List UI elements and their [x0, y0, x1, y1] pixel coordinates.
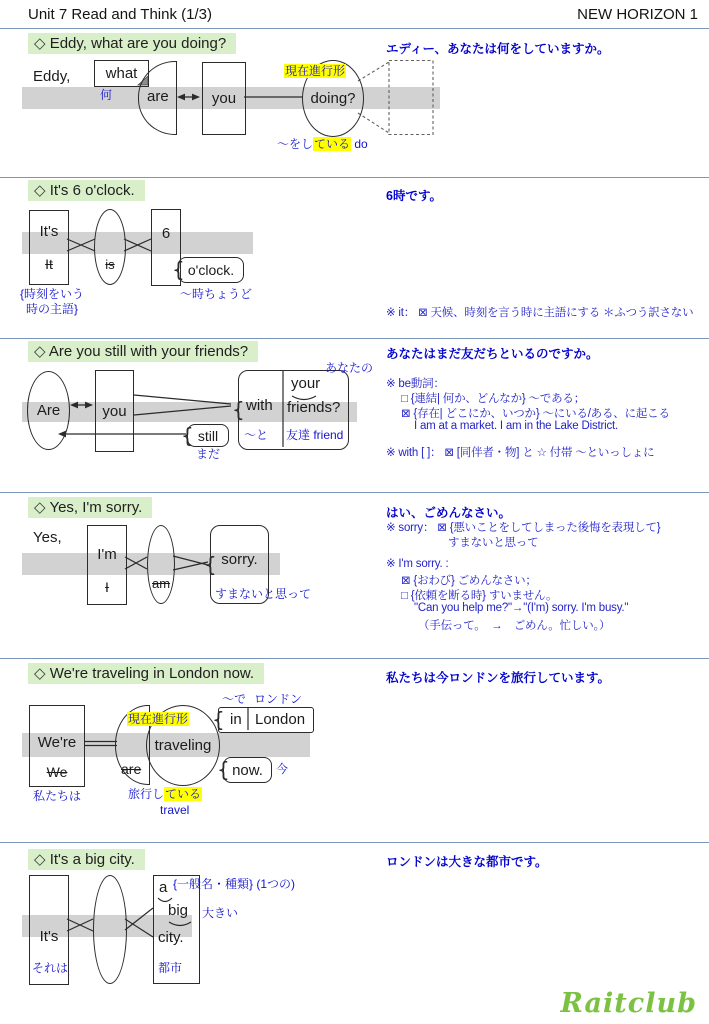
word-now: { now. [232, 761, 263, 779]
subject-box [29, 875, 69, 985]
sorry-bubble [210, 525, 312, 604]
word-i-strike: I [105, 579, 109, 595]
in-london-bubble [218, 707, 314, 733]
word-im: I'm [97, 546, 117, 563]
gloss-what: 何 [100, 88, 113, 102]
word-big: big [168, 902, 189, 919]
gloss-city: 都市 [158, 961, 183, 975]
word-yes: Yes, [33, 529, 62, 546]
grammar-note: ※ it： ⊠ 天候、時刻を言う時に主語にする ＊ふつう訳さない [386, 307, 694, 319]
progressive-label: 現在進行形 [285, 64, 346, 78]
gloss-subject-2: 時の主語} [26, 302, 79, 316]
gloss-subject-1: {時刻をいう [20, 287, 85, 301]
grammar-note: すまないと思って [448, 537, 539, 549]
subject-box [95, 370, 134, 452]
progressive-label: 現在進行形 [128, 712, 189, 726]
word-still: { still [197, 427, 219, 444]
separator-line [0, 842, 709, 843]
grammar-note: ※ with [ ]： ⊠ [同伴者・物] と ☆ 付帯 〜といっしょに [386, 447, 655, 459]
word-are: are [147, 88, 169, 105]
textbook-title: NEW HORIZON 1 [577, 6, 698, 23]
gloss-doing-base: do [351, 137, 368, 151]
sentence-title: ◇ We're traveling in London now. [28, 663, 264, 684]
word-its: It's [39, 928, 59, 945]
translation: エディー、あなたは何をしていますか。 [386, 42, 610, 56]
watermark-logo: Raitclub [560, 988, 697, 1019]
verb-ellipse [147, 525, 175, 604]
separator-line [0, 492, 709, 493]
word-a: a [159, 879, 168, 896]
sentence-title: ◇ Are you still with your friends? [28, 341, 258, 362]
grammar-note: ⊠ {存在| どこにか、いつか} 〜にいる/ある、に起こる [401, 408, 670, 420]
gloss-travel-base: travel [160, 803, 190, 817]
gloss-in: 〜で [222, 692, 247, 706]
grammar-note: I am at a market. I am in the Lake District. [414, 420, 619, 432]
gloss-oclock: 〜時ちょうど [180, 287, 253, 301]
gloss-friends: 友達 friend [286, 428, 344, 442]
sentence-title: ◇ It's 6 o'clock. [28, 180, 145, 201]
word-sorry: { sorry. [221, 551, 258, 568]
gloss-traveling-pre: 旅行し [128, 787, 165, 801]
separator-line [0, 28, 709, 29]
word-box-you [202, 62, 246, 135]
gloss-traveling-highlight: ている [165, 787, 202, 801]
word-am-strike: am [151, 576, 171, 591]
translation: 私たちは今ロンドンを旅行しています。 [386, 671, 611, 685]
word-in: { in [230, 711, 242, 728]
separator-line [0, 658, 709, 659]
separator-line [0, 177, 709, 178]
word-six: 6 [161, 225, 171, 242]
word-doing: doing? [310, 90, 356, 107]
still-bubble [187, 424, 229, 447]
word-what: what [105, 65, 138, 82]
word-you: you [102, 402, 127, 420]
gloss-doing [277, 137, 368, 151]
gloss-still: まだ [196, 447, 221, 461]
subject-box [29, 210, 69, 285]
gloss-its: それは [32, 961, 69, 975]
gloss-doing-highlight: ている [314, 137, 351, 151]
gloss-article: {一般名・種類} (1つの) [173, 877, 296, 891]
word-were: We're [37, 734, 77, 751]
gloss-sorry: すまないと思って [215, 587, 312, 601]
word-intro: Eddy, [33, 68, 71, 85]
grammar-note: ※ I'm sorry. : [386, 558, 449, 570]
gloss-doing-pre: 〜をし [277, 137, 314, 151]
gloss-london: ロンドン [254, 692, 303, 706]
word-you: you [211, 90, 237, 107]
gloss-your: あなたの [325, 361, 374, 375]
translation: ロンドンは大きな都市です。 [386, 855, 548, 869]
subject-box [87, 525, 127, 605]
grammar-note: ※ sorry： ⊠ {悪いことをしてしまった後悔を表現して} [386, 522, 661, 534]
grammar-note: □ {連結| 何か、どんなか} 〜である； [401, 393, 585, 405]
grammar-note: ⊠ {おわび} ごめんなさい； [401, 575, 537, 587]
sentence-title: ◇ Eddy, what are you doing? [28, 33, 236, 54]
gloss-now: 今 [276, 762, 289, 776]
grammar-note: □ {依頼を断る時} すいません。 [401, 590, 558, 602]
verb-ellipse [93, 875, 127, 984]
word-are-strike: are [121, 761, 142, 777]
verb-ellipse [27, 371, 70, 450]
word-oclock: { o'clock. [187, 262, 235, 278]
word-your: your [291, 375, 321, 392]
word-is-strike: is [105, 257, 115, 272]
word-city: city. [158, 929, 184, 946]
word-we-strike: We [46, 764, 68, 780]
subject-box [29, 705, 85, 787]
now-bubble [223, 757, 272, 783]
grammar-note: （手伝って。 → ごめん。忙しい。） [418, 620, 611, 632]
gloss-big: 大きい [202, 906, 239, 920]
word-traveling: traveling [154, 737, 212, 754]
word-it-strike: It [45, 256, 53, 272]
oclock-bubble [178, 257, 244, 283]
word-friends: friends? [287, 399, 341, 416]
unit-title: Unit 7 Read and Think (1/3) [28, 6, 212, 23]
word-with: with [246, 397, 273, 414]
grammar-note: ※ be動詞： [386, 378, 445, 390]
verb-ellipse [94, 209, 126, 285]
word-its: It's [39, 223, 59, 240]
sentence-title: ◇ It's a big city. [28, 849, 145, 870]
grammar-note: "Can you help me?"→"(I'm) sorry. I'm busy." [414, 602, 629, 614]
separator-line [0, 338, 709, 339]
translation: 6時です。 [386, 189, 442, 203]
word-are: Are [36, 402, 61, 419]
translation: はい、ごめんなさい。 [386, 506, 512, 520]
gloss-traveling [128, 787, 202, 801]
gloss-with: 〜と [244, 428, 269, 442]
gloss-we: 私たちは [33, 789, 82, 803]
sentence-title: ◇ Yes, I'm sorry. [28, 497, 152, 518]
word-london: London [255, 711, 306, 728]
translation: あなたはまだ友だちといるのですか。 [386, 347, 599, 361]
